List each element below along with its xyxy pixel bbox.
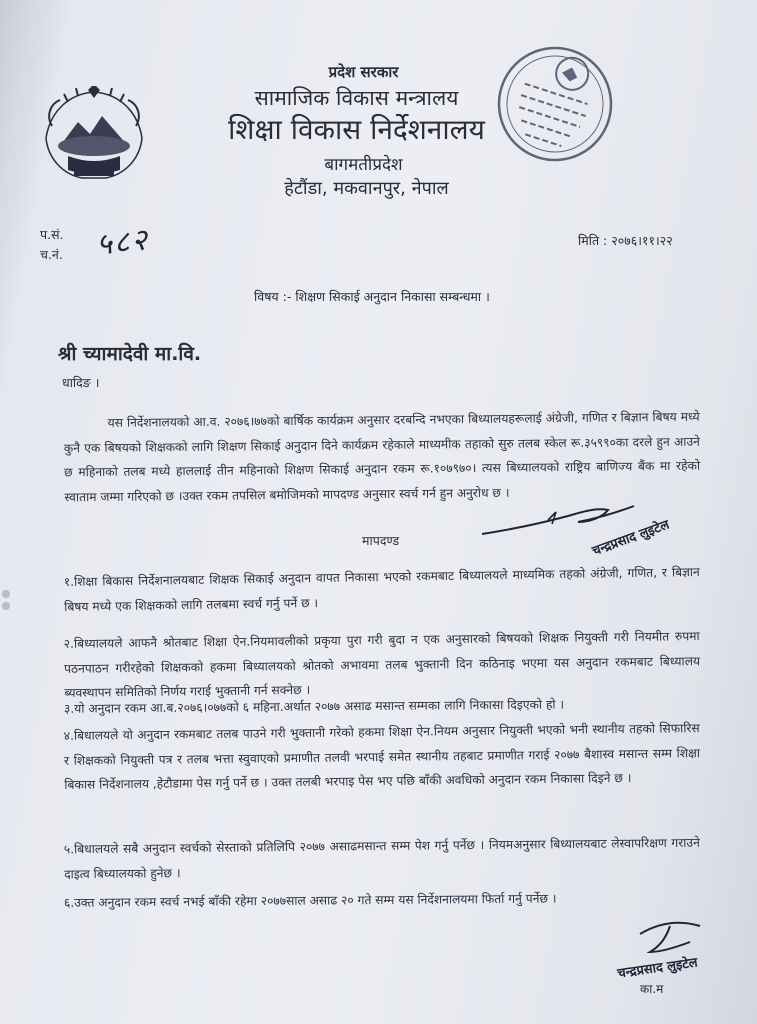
ps-label: प.सं. [40,227,64,242]
criteria-point-6: ६.उक्त अनुदान रकम स्वर्च नभई बाँकी रहेमा २०७७साल असाढ २० गते सम्म यस निर्देशनालयमा फिर्ता गर्नु पर्नेछ । [63,891,557,910]
criteria-point-4: ४.बिधालयले यो अनुदान रकमबाट तलब पाउने गरी भुक्तानी गरेको हकमा शिक्षा ऐन.नियम अनुसार नियुक्ती भएको भनी स्थानीय तहको सिफारिस र शिक्षकको नियुक्ती पत्र र तलब भत्ता स्वुवाएको प्रमाणीत तलवी भरपाई समेत स्थानीय तहबाट प्रमाणीत गराई २०७७ बैशास्व मसान्त सम्म शिक्षा बिकास निर्देशनालय ,हेटौडामा पेस गर्नु पर्ने छ । उक्त तलबी भरपाइ पेस भए पछि बाँकी अवधिको अनुदान रकम निकासा दिइने छ । [63,721,701,792]
chn-label: च.नं. [40,247,63,262]
criteria-point-1: १.शिक्षा बिकास निर्देशनालयबाट शिक्षक सिकाई अनुदान वापत निकासा भएको रकमबाट बिध्यालयले माध्यमिक तहको अंग्रेजी, गणित, र बिज्ञान बिषय मध्ये एक शिक्षकको लागि तलबमा स्वर्च गर्नु पर्ने छ । [63,565,700,614]
criteria-heading: मापदण्ड [362,533,400,548]
punch-hole-mark [2,590,10,598]
signatory-name: चन्द्रप्रसाद लुइटेल [616,955,699,982]
signature-name-stamp: चन्द्रप्रसाद लुइटेल [590,517,672,560]
header-province-government: प्रदेश सरकार [328,63,399,81]
criteria-point-5: ५.बिधालयले सबै अनुदान स्वर्चको सेस्ताको प्रतिलिपि २०७७ असाढमसान्त सम्म पेश गर्नु पर्नेछ । नियमअनुसार बिध्यालयबाट लेस्वापरिक्षण गराउने दाइत्व बिध्यालयको हुनेछ । [63,835,700,881]
letter-date: मिति : २०७६।११।२२ [578,233,673,248]
header-ministry: सामाजिक विकास मन्त्रालय [254,86,459,110]
header-directorate: शिक्षा विकास निर्देशनालय [228,113,485,146]
criteria-point-2: २.बिध्यालयले आफनै श्रोतबाट शिक्षा ऐन.नियमावलीको प्रकृया पुरा गरी बुदा न एक अनुसारको बिषयको शिक्षक नियुक्ती गरी नियमीत रुपमा पठनपाठन गरीरहेको शिक्षकको हकमा बिध्यालयको श्रोतको अभावमा तलब भुक्तानी दिन कठिनाइ भएमा यस अनुदान रकमबाट बिध्यालय ब्यवस्थापन समितिको निर्णय गराई भुक्तानी गर्न सक्नेछ । [63,629,701,700]
signatory-title: का.म [640,982,664,996]
header-province-name: बागमतीप्रदेश [324,155,403,175]
criteria-point-3: ३.यो अनुदान रकम आ.ब.२०७६।०७७को ६ महिना.अर्थात २०७७ असाढ मसान्त सम्मका लागि निकासा दिइएको हो । [63,697,565,716]
addressee-location: धादिङ । [62,375,100,390]
header-address: हेटौंडा, मकवानपुर, नेपाल [284,178,449,199]
chn-number-handwritten: ५८२ [94,222,151,263]
addressee-name: श्री च्यामादेवी मा.वि. [58,343,202,365]
signature-scribble [630,912,710,958]
intro-paragraph: यस निर्देशनालयको आ.व. २०७६।७७को बार्षिक कार्यक्रम अनुसार दरबन्दि नभएका बिध्यालयहरूलाई अंग्रेजी, गणित र बिज्ञान बिषय मध्ये कुनै एक बिषयको शिक्षकको लागि शिक्षण सिकाई अनुदान दिने कार्यक्रम रहेकाले माध्यमीक तहाको सुरु तलब स्केल रू.३५९९०का दरले हुन आउने छ महिनाको तलब मध्ये हाललाई तीन महिनाको शिक्षण सिकाई अनुदान रकम रू.१०७९७०। त्यस बिध्यालयको राष्ट्रिय बाणिज्य बैंक मा रहेको स्वाताम जम्मा गरिएको छ ।उक्त रकम तपसिल बमोजिमको मापदण्ड अनुसार स्वर्च गर्न हुन अनुरोध छ । [63,409,701,504]
letter-subject: विषय :- शिक्षण सिकाई अनुदान निकासा सम्बन्धमा । [254,289,490,304]
punch-hole-mark [2,602,10,610]
